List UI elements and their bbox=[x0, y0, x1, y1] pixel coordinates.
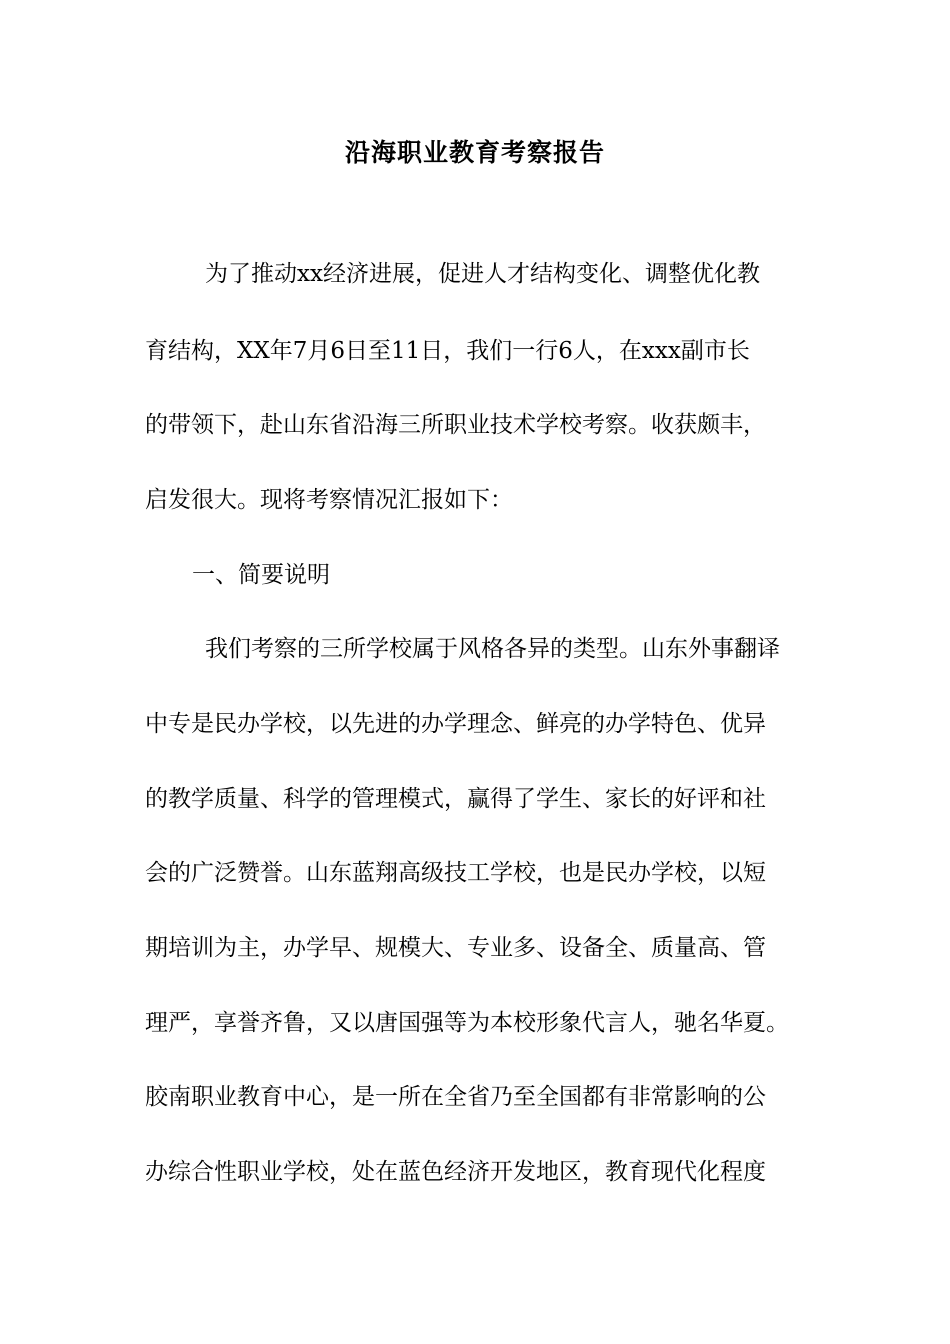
paragraph-line: 育结构，XX年7月6日至11日，我们一行6人，在xxx副市长 bbox=[145, 338, 750, 364]
paragraph-line: 中专是民办学校，以先进的办学理念、鲜亮的办学特色、优异 bbox=[145, 711, 766, 737]
paragraph-line: 的带领下，赴山东省沿海三所职业技术学校考察。收获颇丰， bbox=[145, 412, 766, 438]
document-title: 沿海职业教育考察报告 bbox=[344, 138, 605, 167]
paragraph-line: 启发很大。现将考察情况汇报如下： bbox=[145, 487, 513, 513]
paragraph-line: 胶南职业教育中心，是一所在全省乃至全国都有非常影响的公 bbox=[145, 1084, 766, 1110]
paragraph-line: 的教学质量、科学的管理模式，赢得了学生、家长的好评和社 bbox=[145, 786, 766, 812]
paragraph-line: 我们考察的三所学校属于风格各异的类型。山东外事翻译 bbox=[205, 636, 780, 662]
paragraph-line: 理严，享誉齐鲁，又以唐国强等为本校形象代言人，驰名华夏。 bbox=[145, 1010, 789, 1036]
paragraph-line: 会的广泛赞誉。山东蓝翔高级技工学校，也是民办学校，以短 bbox=[145, 860, 766, 886]
section-heading: 一、简要说明 bbox=[192, 562, 330, 588]
paragraph-line: 办综合性职业学校，处在蓝色经济开发地区，教育现代化程度 bbox=[145, 1159, 766, 1185]
paragraph-line: 为了推动xx经济进展，促进人才结构变化、调整优化教 bbox=[205, 261, 760, 287]
paragraph-line: 期培训为主，办学早、规模大、专业多、设备全、质量高、管 bbox=[145, 935, 766, 961]
